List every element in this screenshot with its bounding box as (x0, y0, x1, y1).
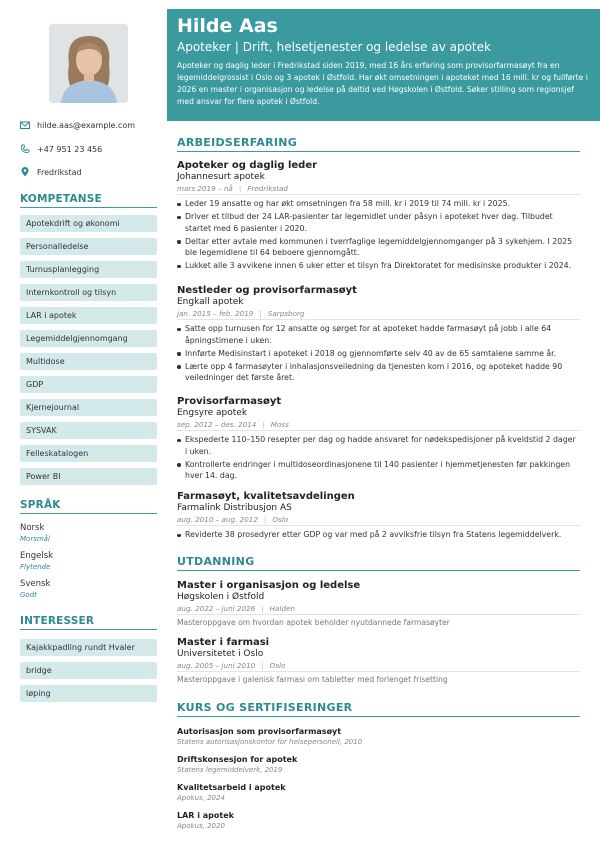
education-location: Oslo (269, 661, 286, 670)
job-meta: mars 2019 – nå | Fredrikstad (177, 184, 580, 195)
skill-chip: Personalledelse (20, 238, 157, 255)
job-entry (177, 491, 580, 542)
school-name: Universitetet i Oslo (177, 649, 264, 659)
skill-chip: Internkontroll og tilsyn (20, 284, 157, 301)
certification-name: Driftskonsesjon for apotek (177, 755, 298, 764)
email-text[interactable]: hilde.aas@example.com (37, 120, 136, 130)
education-dates: aug. 2022 – juni 2026 (177, 604, 256, 613)
certification-issuer: Statens autorisasjonskontor for helsepersonell, 2010 (177, 738, 363, 746)
job-company: Engkall apotek (177, 297, 244, 307)
certification-issuer: Apokus, 2020 (177, 822, 225, 830)
school-name: Høgskolen i Østfold (177, 592, 265, 602)
skill-chip: GDP (20, 376, 157, 393)
certification-item (177, 755, 580, 774)
job-entry (177, 285, 580, 385)
interest-chip: løping (20, 685, 157, 702)
job-company: Johannesurt apotek (177, 172, 265, 182)
location-text: Fredrikstad (37, 167, 82, 177)
interests-heading: INTERESSER (20, 615, 157, 630)
skill-chip: Kjernejournal (20, 399, 157, 416)
certification-item (177, 727, 580, 746)
job-title: Provisorfarmasøyt (177, 396, 282, 407)
skill-chip: LAR i apotek (20, 307, 157, 324)
profile-summary: Apoteker og daglig leder i Fredrikstad siden 2019, med 16 års erfaring som provisorfarmasøyt fra en legemiddelgrossist i Oslo og 3 apotek i Østfold. Har økt omsetningen i apoteket med 16 mill. kr og fullførte i 2026 en master i organisasjon og ledelse på deltid ved Høgskolen i Østfold. Søker stilling som regionsjef med ansvar for flere apotek i Østfold. (177, 61, 588, 106)
skills-heading: KOMPETANSE (20, 193, 157, 208)
certification-issuer: Statens legemiddelverk, 2019 (177, 766, 283, 774)
job-title: Nestleder og provisorfarmasøyt (177, 285, 357, 296)
certification-name: LAR i apotek (177, 811, 234, 820)
education-description: Masteroppgave i galenisk farmasi om tabletter med forlenget frisetting (177, 675, 448, 684)
interest-chip: bridge (20, 662, 157, 679)
job-dates: mars 2019 – nå (177, 184, 233, 193)
skill-chip: Felleskatalogen (20, 445, 157, 462)
job-dates: aug. 2010 – aug. 2012 (177, 515, 258, 524)
skill-chip: Turnusplanlegging (20, 261, 157, 278)
language-level: Flytende (20, 563, 51, 571)
skill-chip: Legemiddelgjennomgang (20, 330, 157, 347)
language-item (20, 551, 150, 571)
person-name: Hilde Aas (177, 15, 278, 37)
skills-list (20, 215, 157, 491)
language-name: Engelsk (20, 551, 54, 561)
job-meta: jan. 2015 – feb. 2019 | Sarpsborg (177, 309, 580, 320)
job-location: Fredrikstad (247, 184, 288, 193)
education-meta: aug. 2022 – juni 2026 | Halden (177, 604, 580, 615)
job-entry (177, 396, 580, 483)
languages-heading: SPRÅK (20, 499, 157, 514)
language-name: Norsk (20, 523, 45, 533)
job-location: Oslo (272, 515, 289, 524)
job-location: Sarpsborg (267, 309, 305, 318)
location-pin-icon (20, 167, 30, 177)
language-item (20, 523, 150, 543)
certifications-heading: KURS OG SERTIFISERINGER (177, 701, 580, 717)
email-icon (20, 120, 30, 130)
language-item (20, 579, 150, 599)
education-entry (177, 637, 580, 684)
job-company: Farmalink Distribusjon AS (177, 503, 292, 513)
education-entry (177, 580, 580, 627)
job-title: Farmasøyt, kvalitetsavdelingen (177, 491, 355, 502)
job-dates: jan. 2015 – feb. 2019 (177, 309, 254, 318)
job-bullet: Deltar etter avtale med kommunen i tverrfaglige legemiddelgjennomganger på 3 sykehjem. I 2025 ble legemidlene til 64 beboere gjennomgått. (177, 236, 580, 259)
job-entry (177, 160, 580, 273)
contact-email (20, 120, 160, 130)
job-meta: aug. 2010 – aug. 2012 | Oslo (177, 515, 580, 526)
certification-item (177, 811, 580, 830)
interest-chip: Kajakkpadling rundt Hvaler (20, 639, 157, 656)
job-bullet: Kontrollerte endringer i multidoseordinasjonene til 140 pasienter i hjemmetjenesten før pakkingen hver 14. dag. (177, 459, 580, 482)
phone-icon (20, 144, 30, 154)
education-dates: aug. 2005 – juni 2010 (177, 661, 256, 670)
education-location: Halden (269, 604, 296, 613)
job-meta: sep. 2012 – des. 2014 | Moss (177, 420, 580, 431)
certification-issuer: Apokus, 2024 (177, 794, 225, 802)
header-banner (167, 9, 600, 121)
contact-phone (20, 144, 160, 154)
language-level: Godt (20, 591, 37, 599)
skill-chip: SYSVAK (20, 422, 157, 439)
job-bullet: Driver et tilbud der 24 LAR-pasienter tar legemidlet under påsyn i apoteket hver dag. Tilbudet startet med 6 pasienter i 2020. (177, 211, 580, 234)
language-name: Svensk (20, 579, 51, 589)
job-title: Apoteker og daglig leder (177, 160, 318, 171)
professional-title: Apoteker | Drift, helsetjenester og ledelse av apotek (177, 40, 491, 54)
sidebar (0, 0, 167, 849)
skill-chip: Multidose (20, 353, 157, 370)
skill-chip: Apotekdrift og økonomi (20, 215, 157, 232)
certification-name: Autorisasjon som provisorfarmasøyt (177, 727, 342, 736)
job-location: Moss (270, 420, 289, 429)
skill-chip: Power BI (20, 468, 157, 485)
job-bullet: Lukket alle 3 avvikene innen 6 uker etter et tilsyn fra Direktoratet for medisinske produkter i 2024. (177, 260, 580, 272)
education-description: Masteroppgave om hvordan apotek beholder nyutdannede farmasøyter (177, 618, 450, 627)
job-bullet: Innførte Medisinstart i apoteket i 2018 og gjennomførte selv 40 av de 65 samtalene samme år. (177, 348, 580, 360)
education-meta: aug. 2005 – juni 2010 | Oslo (177, 661, 580, 672)
job-bullet: Lærte opp 4 farmasøyter i inhalasjonsveiledning da tjenesten kom i 2016, og apoteket hadde 90 veiledninger det første året. (177, 361, 580, 384)
job-bullet: Reviderte 38 prosedyrer etter GDP og var med på 2 avviksfrie tilsyn fra Statens legemiddelverk. (177, 529, 580, 541)
certification-name: Kvalitetsarbeid i apotek (177, 783, 286, 792)
contact-location (20, 167, 160, 177)
degree-title: Master i organisasjon og ledelse (177, 580, 361, 591)
interests-list (20, 639, 157, 708)
language-level: Morsmål (20, 535, 50, 543)
degree-title: Master i farmasi (177, 637, 270, 648)
certification-item (177, 783, 580, 802)
job-bullet: Ekspederte 110–150 resepter per dag og hadde ansvaret for nødekspedisjoner på kveldstid 2 dager i uken. (177, 434, 580, 457)
education-heading: UTDANNING (177, 555, 580, 571)
phone-text[interactable]: +47 951 23 456 (37, 144, 103, 154)
experience-heading: ARBEIDSERFARING (177, 136, 580, 152)
profile-photo (49, 24, 128, 103)
job-company: Engsyre apotek (177, 408, 248, 418)
job-bullet: Leder 19 ansatte og har økt omsetningen fra 58 mill. kr i 2019 til 74 mill. kr i 2025. (177, 198, 580, 210)
job-dates: sep. 2012 – des. 2014 (177, 420, 257, 429)
job-bullet: Satte opp turnusen for 12 ansatte og sørget for at apoteket hadde farmasøyt på jobb i alle 64 åpningstimene i uken. (177, 323, 580, 346)
